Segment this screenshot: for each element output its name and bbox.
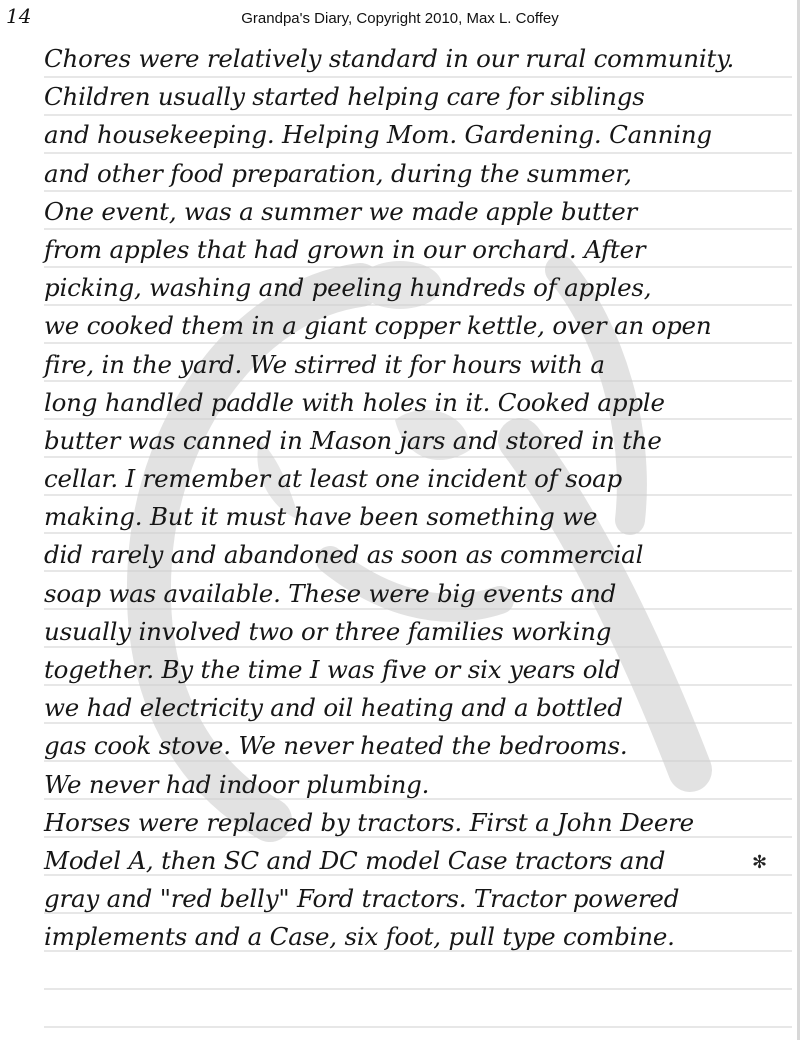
diary-line: together. By the time I was five or six years old bbox=[44, 655, 621, 684]
diary-line: soap was available. These were big events and bbox=[44, 578, 617, 608]
diary-line: we had electricity and oil heating and a bottled bbox=[44, 693, 623, 723]
diary-line: and other food preparation, during the summer, bbox=[44, 158, 632, 188]
page-header bbox=[0, 6, 800, 32]
diary-line: implements and a Case, six foot, pull type combine. bbox=[44, 922, 675, 952]
diary-line: One event, was a summer we made apple butter bbox=[44, 196, 638, 226]
margin-asterisk-mark: ✻ bbox=[752, 852, 768, 873]
diary-line: Children usually started helping care for siblings bbox=[44, 82, 645, 112]
diary-line: long handled paddle with holes in it. Cooked apple bbox=[44, 387, 665, 417]
diary-line: and housekeeping. Helping Mom. Gardening. Canning bbox=[44, 120, 712, 150]
diary-line: Chores were relatively standard in our rural community. bbox=[44, 44, 735, 73]
diary-line: cellar. I remember at least one incident of soap bbox=[44, 464, 623, 494]
diary-line: from apples that had grown in our orchard. After bbox=[44, 234, 646, 264]
diary-line: Model A, then SC and DC model Case tractors and bbox=[44, 845, 666, 875]
diary-line: Horses were replaced by tractors. First a John Deere bbox=[44, 807, 694, 837]
diary-line: making. But it must have been something we bbox=[44, 502, 598, 532]
page-number: 14 bbox=[6, 4, 32, 28]
page-title: Grandpa's Diary, Copyright 2010, Max L. Coffey bbox=[241, 10, 559, 27]
diary-line: gray and "red belly" Ford tractors. Tractor powered bbox=[44, 884, 680, 914]
diary-entry bbox=[44, 40, 784, 957]
diary-line: fire, in the yard. We stirred it for hours with a bbox=[44, 349, 605, 379]
diary-line: We never had indoor plumbing. bbox=[44, 769, 430, 799]
diary-line: usually involved two or three families working bbox=[44, 616, 612, 646]
diary-line: butter was canned in Mason jars and stored in the bbox=[44, 425, 662, 455]
diary-line: we cooked them in a giant copper kettle, over an open bbox=[44, 311, 712, 341]
diary-line: gas cook stove. We never heated the bedrooms. bbox=[44, 731, 628, 761]
diary-line: did rarely and abandoned as soon as commercial bbox=[44, 540, 644, 570]
diary-line: picking, washing and peeling hundreds of apples, bbox=[44, 273, 652, 303]
